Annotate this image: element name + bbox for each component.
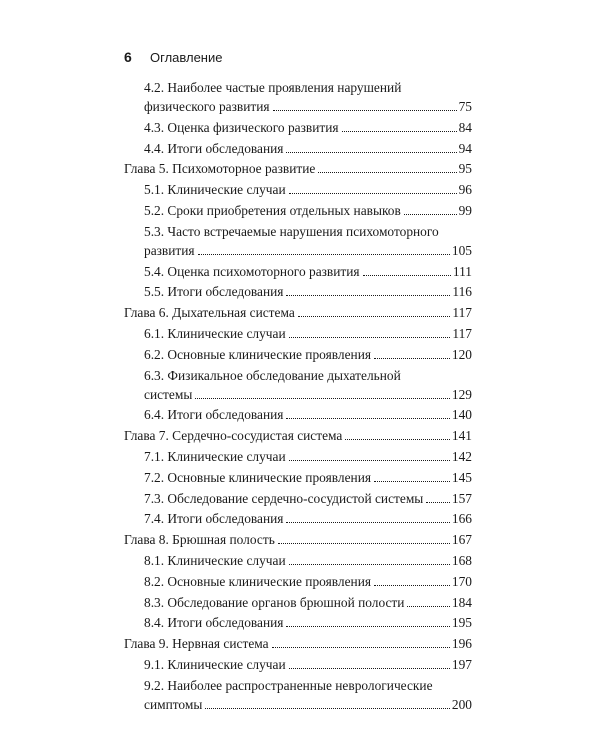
toc-chapter-entry[interactable] (124, 426, 472, 445)
toc-section-entry[interactable] (124, 676, 472, 714)
toc-entry-title: 4.4. Итоги обследования (144, 140, 284, 156)
toc-line (144, 695, 472, 714)
toc-line (144, 551, 472, 570)
toc-chapter-entry[interactable] (124, 159, 472, 178)
toc-entry-title: 7.1. Клинические случаи (144, 448, 286, 464)
toc-line (144, 241, 472, 260)
toc-line (144, 324, 472, 343)
toc-line (144, 366, 472, 385)
toc-line (124, 530, 472, 549)
toc-entry-title: 6.1. Клинические случаи (144, 325, 286, 341)
toc-line (124, 426, 472, 445)
toc-page-number: 167 (451, 532, 472, 548)
toc-line (144, 180, 472, 199)
toc-section-entry[interactable] (124, 262, 472, 281)
toc-section-entry[interactable] (124, 447, 472, 466)
toc-entry-title: Глава 5. Психомоторное развитие (124, 161, 316, 177)
toc-section-entry[interactable] (124, 324, 472, 343)
toc-line (144, 282, 472, 301)
dot-leader (374, 584, 450, 586)
toc-section-entry[interactable] (124, 509, 472, 528)
toc-line (144, 139, 472, 158)
toc-page-number: 140 (451, 407, 472, 423)
dot-leader (289, 459, 450, 461)
toc-entry-title: симптомы (144, 696, 203, 712)
toc-line (144, 509, 472, 528)
toc-page-number: 200 (451, 696, 472, 712)
toc-line (144, 345, 472, 364)
toc-entry-title: 5.4. Оценка психомоторного развития (144, 263, 360, 279)
toc-entry-title: Глава 9. Нервная система (124, 636, 269, 652)
toc-page-number: 120 (451, 346, 472, 362)
toc-entry-title: 6.2. Основные клинические проявления (144, 346, 372, 362)
toc-entry-title: 9.2. Наиболее распространенные неврологические (144, 677, 433, 693)
toc-entry-title: 8.1. Клинические случаи (144, 552, 286, 568)
toc-entry-title: Глава 7. Сердечно-сосудистая система (124, 428, 343, 444)
toc-entry-title: 9.1. Клинические случаи (144, 656, 286, 672)
dot-leader (278, 542, 450, 544)
dot-leader (289, 563, 450, 565)
toc-entry-title: 8.2. Основные клинические проявления (144, 573, 372, 589)
dot-leader (404, 213, 457, 215)
toc-page-number: 168 (451, 552, 472, 568)
dot-leader (298, 315, 451, 317)
toc-page-number: 99 (458, 202, 472, 218)
toc-section-entry[interactable] (124, 593, 472, 612)
toc-entry-title: 4.3. Оценка физического развития (144, 119, 339, 135)
toc-line (144, 118, 472, 137)
toc-page-number: 157 (451, 490, 472, 506)
toc-entry-title: 6.4. Итоги обследования (144, 407, 284, 423)
toc-page-number: 111 (452, 263, 472, 279)
toc-section-entry[interactable] (124, 551, 472, 570)
table-of-contents (124, 78, 472, 716)
toc-line (144, 222, 472, 241)
toc-page-number: 142 (451, 448, 472, 464)
toc-entry-title: 6.3. Физикальное обследование дыхательной (144, 367, 401, 383)
toc-chapter-entry[interactable] (124, 303, 472, 322)
toc-section-entry[interactable] (124, 345, 472, 364)
dot-leader (286, 521, 449, 523)
running-title: Оглавление (150, 50, 223, 65)
toc-line (124, 303, 472, 322)
dot-leader (286, 294, 450, 296)
toc-entry-title: физического развития (144, 99, 270, 114)
toc-page-number: 196 (451, 636, 472, 652)
toc-page-number: 84 (458, 119, 472, 135)
toc-page-number: 166 (451, 511, 472, 527)
toc-line (144, 405, 472, 424)
dot-leader (289, 336, 451, 338)
dot-leader (286, 417, 449, 419)
page-number: 6 (124, 49, 132, 65)
toc-line (144, 201, 472, 220)
toc-page-number: 184 (451, 594, 472, 610)
toc-entry-title: системы (144, 386, 193, 402)
dot-leader (195, 397, 450, 399)
toc-line (124, 634, 472, 653)
dot-leader (289, 667, 450, 669)
toc-section-entry[interactable] (124, 405, 472, 424)
toc-section-entry[interactable] (124, 282, 472, 301)
toc-page-number: 117 (452, 305, 472, 321)
toc-page-number: 141 (451, 428, 472, 444)
toc-page-number: 197 (451, 656, 472, 672)
dot-leader (374, 357, 450, 359)
toc-section-entry[interactable] (124, 222, 472, 260)
toc-section-entry[interactable] (124, 139, 472, 158)
toc-entry-title: 5.2. Сроки приобретения отдельных навыков (144, 202, 401, 218)
toc-section-entry[interactable] (124, 201, 472, 220)
dot-leader (363, 274, 451, 276)
toc-page-number: 117 (452, 325, 472, 341)
toc-page-number: 145 (451, 469, 472, 485)
toc-line (144, 489, 472, 508)
toc-section-entry[interactable] (124, 118, 472, 137)
toc-section-entry[interactable] (124, 78, 472, 116)
dot-leader (272, 646, 450, 648)
toc-section-entry[interactable] (124, 572, 472, 591)
toc-entry-title: 5.3. Часто встречаемые нарушения психомоторного (144, 223, 439, 239)
dot-leader (426, 501, 450, 503)
dot-leader (286, 151, 456, 153)
toc-line (144, 447, 472, 466)
toc-entry-title: 7.2. Основные клинические проявления (144, 469, 372, 485)
toc-page-number: 75 (458, 99, 472, 114)
toc-section-entry[interactable] (124, 468, 472, 487)
dot-leader (198, 253, 450, 255)
toc-line (144, 593, 472, 612)
toc-entry-title: 8.4. Итоги обследования (144, 615, 284, 631)
toc-page-number: 96 (458, 182, 472, 198)
dot-leader (407, 605, 449, 607)
toc-entry-title: Глава 8. Брюшная полость (124, 532, 275, 548)
toc-section-entry[interactable] (124, 655, 472, 674)
toc-entry-title: 7.3. Обследование сердечно-сосудистой системы (144, 490, 424, 506)
toc-line (144, 97, 472, 116)
toc-line (144, 655, 472, 674)
toc-line (144, 385, 472, 404)
toc-chapter-entry[interactable] (124, 634, 472, 653)
toc-page-number: 94 (458, 140, 472, 156)
toc-page-number: 170 (451, 573, 472, 589)
toc-page-number: 95 (458, 161, 472, 177)
toc-chapter-entry[interactable] (124, 530, 472, 549)
toc-line (144, 572, 472, 591)
toc-page-number: 116 (452, 284, 472, 300)
dot-leader (374, 480, 450, 482)
running-header (124, 49, 222, 65)
toc-entry-title: развития (144, 242, 195, 258)
toc-section-entry[interactable] (124, 489, 472, 508)
toc-line (144, 468, 472, 487)
toc-entry-title: Глава 6. Дыхательная система (124, 305, 295, 321)
toc-line (144, 262, 472, 281)
toc-line (144, 78, 472, 97)
dot-leader (342, 130, 457, 132)
dot-leader (273, 109, 457, 111)
dot-leader (205, 707, 450, 709)
toc-page-number: 105 (451, 242, 472, 258)
toc-entry-title: 4.2. Наиболее частые проявления нарушений (144, 80, 402, 95)
toc-page-number: 195 (451, 615, 472, 631)
dot-leader (289, 192, 457, 194)
toc-entry-title: 5.5. Итоги обследования (144, 284, 284, 300)
toc-line (144, 613, 472, 632)
toc-section-entry[interactable] (124, 366, 472, 404)
toc-line (124, 159, 472, 178)
dot-leader (345, 438, 450, 440)
toc-page-number: 129 (451, 386, 472, 402)
dot-leader (318, 171, 456, 173)
dot-leader (286, 625, 449, 627)
toc-section-entry[interactable] (124, 180, 472, 199)
toc-section-entry[interactable] (124, 613, 472, 632)
toc-entry-title: 7.4. Итоги обследования (144, 511, 284, 527)
toc-line (144, 676, 472, 695)
toc-entry-title: 8.3. Обследование органов брюшной полости (144, 594, 405, 610)
toc-entry-title: 5.1. Клинические случаи (144, 182, 286, 198)
